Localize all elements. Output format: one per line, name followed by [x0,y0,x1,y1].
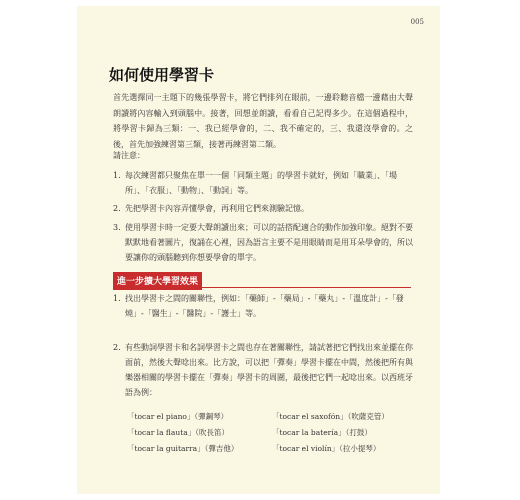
book-page [77,6,440,494]
page-number: 005 [410,18,424,26]
list-number: 2. [113,343,121,352]
list-text: 有些動詞學習卡和名詞學習卡之間也存在著關聯性，請試著把它們找出來並擺在你面前，然後大聲唸出來。比方說，可以把「彈奏」學習卡擺在中間，然後把所有與樂器相關的學習卡擺在「彈奏」學習卡的周圍，最後把它們一起唸出來。以西班牙語為例： [125,343,413,397]
list-number: 1. [113,294,121,303]
section-heading: 進一步擴大學習效果 [113,272,202,290]
list-number: 1. [113,171,121,180]
example-right: 「tocar el saxofón」（吹薩克管） [272,412,389,421]
list-item [113,340,413,400]
list-text: 使用學習卡時一定要大聲朗讀出來；可以的話搭配適合的動作加強印象。絕對不要默默地看著圖片，復誦在心裡，因為語言主要不是用眼睛而是用耳朵學會的，所以要讓你的頭腦聽到你想要學會的單字。 [125,223,413,262]
extension-list [113,340,413,400]
list-item [113,220,413,265]
example-row [127,425,417,441]
extension-list [113,291,413,321]
list-item [113,168,413,198]
notes-heading: 請注意： [113,151,145,160]
list-number: 2. [113,204,121,213]
list-text: 每次練習都只聚焦在單一一個「同類主題」的學習卡就好，例如「職業」、「場所」、「衣服」、「動物」、「動詞」等。 [125,171,397,195]
example-right: 「tocar el violín」（拉小提琴） [272,444,381,453]
example-right: 「tocar la batería」（打鼓） [272,428,372,437]
examples-table [127,409,417,457]
section-divider [113,287,411,288]
list-item [113,201,413,216]
example-left: 「tocar la guitarra」（彈吉他） [127,444,239,453]
page-title: 如何使用學習卡 [109,66,215,84]
example-row [127,441,417,457]
intro-paragraph: 首先選擇同一主題下的幾張學習卡，將它們排列在眼前，一邊聆聽音檔一邊藉由大聲朗讀將內容輸入到頭腦中。接著，回想並朗讀，看看自己記得多少。在這個過程中，將學習卡歸為三類：一、我已經學會的，二、我不確定的，三、我還沒學會的。之後，首先加強練習第三類，接著再練習第二類。 [113,93,413,149]
list-text: 找出學習卡之間的關聯性，例如：「藥師」-「藥局」-「藥丸」-「溫度計」-「發燒」-「醫生」-「醫院」-「護士」等。 [125,294,404,318]
list-item [113,291,413,321]
notes-list [113,168,413,268]
list-number: 3. [113,223,121,232]
example-left: 「tocar la flauta」（吹長笛） [127,428,229,437]
list-text: 先把學習卡內容弄懂學會，再利用它們來測驗記憶。 [125,204,309,213]
example-row [127,409,417,425]
example-left: 「tocar el piano」（彈鋼琴） [127,412,229,421]
